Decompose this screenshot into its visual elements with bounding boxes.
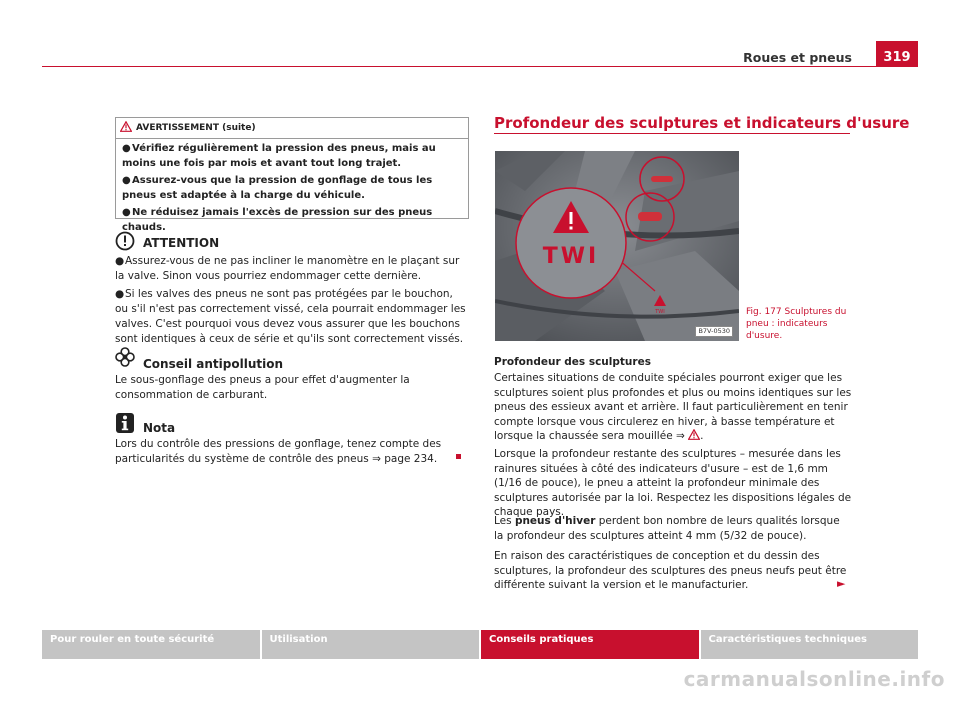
paragraph: Les pneus d'hiver perdent bon nombre de leurs qualités lorsque la profondeur des sculptures atteint 4 mm (5/32 de pouce).: [494, 515, 840, 542]
paragraph: Certaines situations de conduite spéciales pourront exiger que les sculptures soient plus profondes et plus ou moins identiques sur les pneus des essieux avant et arrière. Il faut particulièrement en tenir compte lorsque vous circulerez en hiver, à basse température et lorsque la chaussée sera mouillée ⇒ .: [494, 372, 852, 442]
attention-item: ●Si les valves des pneus ne sont pas protégées par le bouchon, ou s'il n'est pas correctement vissé, cela pourrait endommager les valves. C'est pourquoi vous devez vous assurer que les bouchons sont identiques à ceux de série et qu'ils sont correctement vissés.: [115, 288, 466, 345]
warning-triangle-icon: [688, 429, 700, 440]
tire-tread-figure: [495, 151, 739, 341]
header-rule: [42, 66, 918, 67]
footer-tab-safety[interactable]: Pour rouler en toute sécurité: [42, 630, 260, 659]
twi-small-label: TWI: [655, 309, 665, 315]
warning-item: ●Assurez-vous que la pression de gonflage de tous les pneus est adaptée à la charge du véhicule.: [122, 175, 433, 201]
figure-code: B7V-0530: [695, 326, 733, 337]
warning-heading: [116, 118, 468, 139]
continue-arrow-icon: ►: [837, 577, 846, 590]
nota-title: Nota: [143, 421, 176, 435]
info-icon: [115, 412, 135, 434]
eco-text: Le sous-gonflage des pneus a pour effet d'augmenter la consommation de carburant.: [115, 374, 410, 401]
section-title: Profondeur des sculptures et indicateurs d'usure: [494, 114, 910, 132]
attention-item: ●Assurez-vous de ne pas incliner le manomètre en le plaçant sur la valve. Sinon vous pourriez endommager cette dernière.: [115, 255, 460, 282]
paragraph: En raison des caractéristiques de conception et du dessin des sculptures, la profondeur des sculptures des pneus neufs peut être différente suivant la version et le manufacturier.: [494, 550, 847, 591]
attention-icon: [115, 231, 135, 251]
eco-title: Conseil antipollution: [143, 357, 284, 371]
figure-caption: Fig. 177 Sculptures du pneu : indicateurs d'usure.: [746, 307, 847, 341]
tire-tread-illustration: [495, 151, 739, 341]
attention-body: [115, 254, 467, 347]
footer-tab-specs[interactable]: Caractéristiques techniques: [701, 630, 919, 659]
twi-magnified-label: TWI: [542, 244, 600, 269]
section-title-rule: [494, 133, 850, 134]
warning-item: ●Vérifiez régulièrement la pression des pneus, mais au moins une fois par mois et avant tout long trajet.: [122, 143, 436, 169]
nota-text: Lors du contrôle des pressions de gonflage, tenez compte des particularités du système de contrôle des pneus ⇒ page 234.: [115, 438, 442, 465]
footer-tab-usage[interactable]: Utilisation: [262, 630, 480, 659]
warning-triangle-icon: [120, 121, 132, 132]
running-header-title: Roues et pneus: [743, 50, 852, 65]
subheading: Profondeur des sculptures: [494, 356, 651, 368]
footer-nav: [42, 630, 918, 659]
footer-tab-practical-tips[interactable]: Conseils pratiques: [481, 630, 699, 659]
warning-item: ●Ne réduisez jamais l'excès de pression sur des pneus chauds.: [122, 207, 433, 233]
attention-title: ATTENTION: [143, 236, 220, 250]
warning-heading-text: AVERTISSEMENT (suite): [136, 123, 256, 133]
warning-box: [115, 117, 469, 233]
eco-flower-icon: [115, 347, 135, 367]
page-number: 319: [876, 41, 918, 67]
watermark: carmanualsonline.info: [683, 667, 945, 691]
paragraph: Lorsque la profondeur restante des sculptures – mesurée dans les rainures situées à côté des indicateurs d'usure – est de 1,6 mm (1/16 de pouce), le pneu a atteint la profondeur minimale des sculptures autorisée par la loi. Respectez les dispositions légales de chaque pays.: [494, 448, 852, 518]
section-end-marker: [456, 454, 461, 459]
